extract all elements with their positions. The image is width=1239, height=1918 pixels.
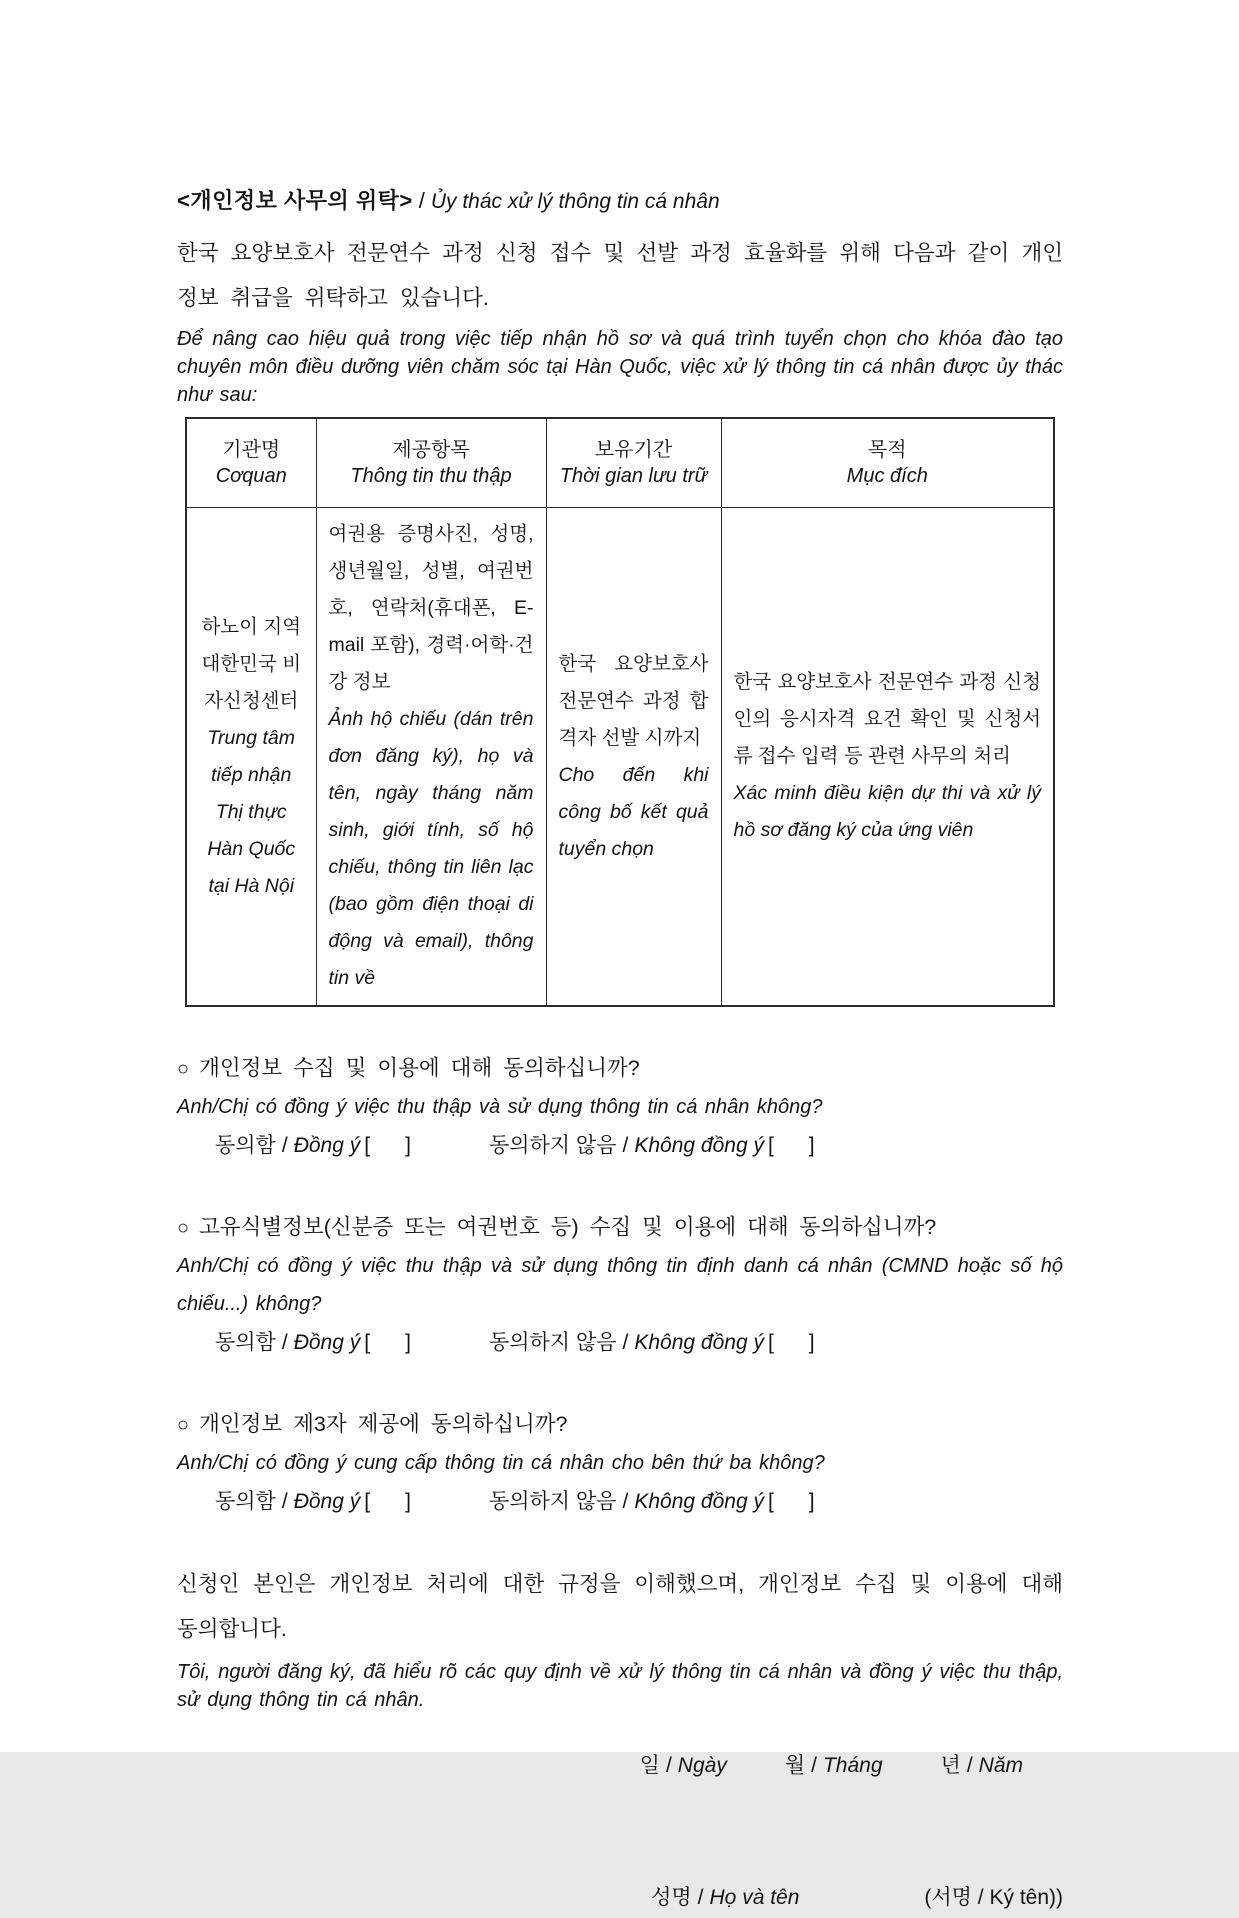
header-organization (186, 418, 316, 508)
cell-retention-vn: Cho đến khi công bố kết quả tuyển chọn (558, 763, 709, 860)
cell-items-vn: Ảnh hộ chiếu (dán trên đơn đăng ký), họ và tên, ngày tháng năm sinh, giới tính, số hộ chiếu, thông tin liên lạc (bao gồm điện thoại di động và email), thông tin về (328, 708, 534, 989)
cell-purpose-kr: 한국 요양보호사 전문연수 과정 신청인의 응시자격 요건 확인 및 신청서류 접수 입력 등 관련 사무의 처리 (733, 671, 1041, 767)
question-2-vietnamese: Anh/Chị có đồng ý việc thu thập và sử dụng thông tin định danh cá nhân (CMND hoặc số hộ chiếu...) không? (177, 1255, 1063, 1315)
question-3-korean: ○ 개인정보 제3자 제공에 동의하십니까? (177, 1405, 1063, 1444)
circle-bullet-icon: ○ (177, 1217, 190, 1239)
intro-paragraph-korean: 한국 요양보호사 전문연수 과정 신청 접수 및 선발 과정 효율화를 위해 다음과 같이 개인정보 취급을 위탁하고 있습니다. (177, 241, 1063, 310)
header-items (316, 418, 546, 508)
page-title (177, 186, 1063, 217)
consent-question-1 (177, 1049, 1063, 1166)
disagree-option-3: 동의하지 않음 / Không đồng ý [ ] (488, 1490, 815, 1513)
question-3-vietnamese: Anh/Chị có đồng ý cung cấp thông tin cá nhân cho bên thứ ba không? (177, 1452, 825, 1474)
header-items-kr: 제공항목 (392, 439, 470, 461)
table-header-row (186, 418, 1054, 508)
consent-question-2 (177, 1208, 1063, 1363)
closing-statement-korean: 신청인 본인은 개인정보 처리에 대한 규정을 이해했으며, 개인정보 수집 및 이용에 대해 동의합니다. (177, 1572, 1063, 1641)
disagree-checkbox-2[interactable]: [ ] (767, 1331, 815, 1354)
signature-line (177, 1878, 1063, 1918)
agree-checkbox-1[interactable]: [ ] (364, 1134, 411, 1157)
agree-checkbox-3[interactable]: [ ] (364, 1490, 411, 1513)
signature-field[interactable]: (서명 / Ký tên)) (924, 1886, 1063, 1909)
date-year-field[interactable]: 년 / Năm (940, 1754, 1023, 1777)
header-retention-kr: 보유기간 (594, 439, 673, 461)
question-2-korean: ○ 고유식별정보(신분증 또는 여권번호 등) 수집 및 이용에 대해 동의하십니까? (177, 1208, 1063, 1247)
cell-items-kr: 여권용 증명사진, 성명, 생년월일, 성별, 여권번호, 연락처(휴대폰, E-mail 포함), 경력·어학·건강 정보 (328, 523, 534, 693)
document-content (177, 186, 1063, 1918)
cell-organization (186, 508, 316, 1007)
question-3-options (177, 1482, 1063, 1522)
header-retention (546, 418, 721, 508)
agree-option-3: 동의함 / Đồng ý [ ] (215, 1490, 411, 1513)
agree-checkbox-2[interactable]: [ ] (364, 1331, 411, 1354)
personal-info-delegation-table (185, 417, 1055, 1007)
agree-option-1: 동의함 / Đồng ý [ ] (215, 1134, 411, 1157)
cell-items (316, 508, 546, 1007)
date-month-field[interactable]: 월 / Tháng (784, 1754, 883, 1777)
cell-organization-kr: 하노이 지역 대한민국 비자신청센터 (201, 615, 302, 712)
question-1-korean: ○ 개인정보 수집 및 이용에 대해 동의하십니까? (177, 1049, 1063, 1088)
closing-statement-vietnamese: Tôi, người đăng ký, đã hiểu rõ các quy định về xử lý thông tin cá nhân và đồng ý việc thu thập, sử dụng thông tin cá nhân. (177, 1661, 1063, 1711)
header-purpose-kr: 목적 (867, 439, 907, 461)
table-row (186, 508, 1054, 1007)
consent-question-3 (177, 1405, 1063, 1522)
header-organization-kr: 기관명 (222, 439, 281, 461)
intro-paragraph-vietnamese: Để nâng cao hiệu quả trong việc tiếp nhận hồ sơ và quá trình tuyển chọn cho khóa đào tạo chuyên môn điều dưỡng viên chăm sóc tại Hàn Quốc, việc xử lý thông tin cá nhân được ủy thác như sau: (177, 328, 1063, 406)
circle-bullet-icon: ○ (177, 1414, 190, 1436)
title-separator: / (418, 188, 425, 213)
date-line (177, 1746, 1063, 1786)
header-organization-vn: Cơquan (215, 465, 287, 487)
circle-bullet-icon: ○ (177, 1058, 190, 1080)
disagree-option-2: 동의하지 않음 / Không đồng ý [ ] (488, 1331, 815, 1354)
title-korean: <개인정보 사무의 위탁> (177, 188, 413, 213)
question-1-vietnamese: Anh/Chị có đồng ý việc thu thập và sử dụng thông tin cá nhân không? (177, 1096, 823, 1118)
disagree-option-1: 동의하지 않음 / Không đồng ý [ ] (488, 1134, 815, 1157)
disagree-checkbox-3[interactable]: [ ] (767, 1490, 815, 1513)
disagree-checkbox-1[interactable]: [ ] (767, 1134, 815, 1157)
cell-retention (546, 508, 721, 1007)
question-1-options (177, 1126, 1063, 1166)
question-2-options (177, 1323, 1063, 1363)
header-purpose-vn: Mục đích (846, 465, 928, 487)
title-vietnamese: Ủy thác xử lý thông tin cá nhân (430, 190, 720, 213)
cell-retention-kr: 한국 요양보호사 전문연수 과정 합격자 선발 시까지 (558, 652, 709, 749)
cell-organization-vn: Trung tâm tiếp nhận Thị thực Hàn Quốc tại Hà Nội (207, 726, 296, 897)
header-purpose (721, 418, 1054, 508)
header-retention-vn: Thời gian lưu trữ (559, 465, 708, 487)
header-items-vn: Thông tin thu thập (350, 465, 512, 487)
agree-option-2: 동의함 / Đồng ý [ ] (215, 1331, 411, 1354)
cell-purpose-vn: Xác minh điều kiện dự thi và xử lý hồ sơ đăng ký của ứng viên (733, 782, 1041, 841)
cell-purpose (721, 508, 1054, 1007)
date-day-field[interactable]: 일 / Ngày (639, 1754, 727, 1777)
name-field[interactable]: 성명 / Họ và tên (651, 1886, 800, 1909)
